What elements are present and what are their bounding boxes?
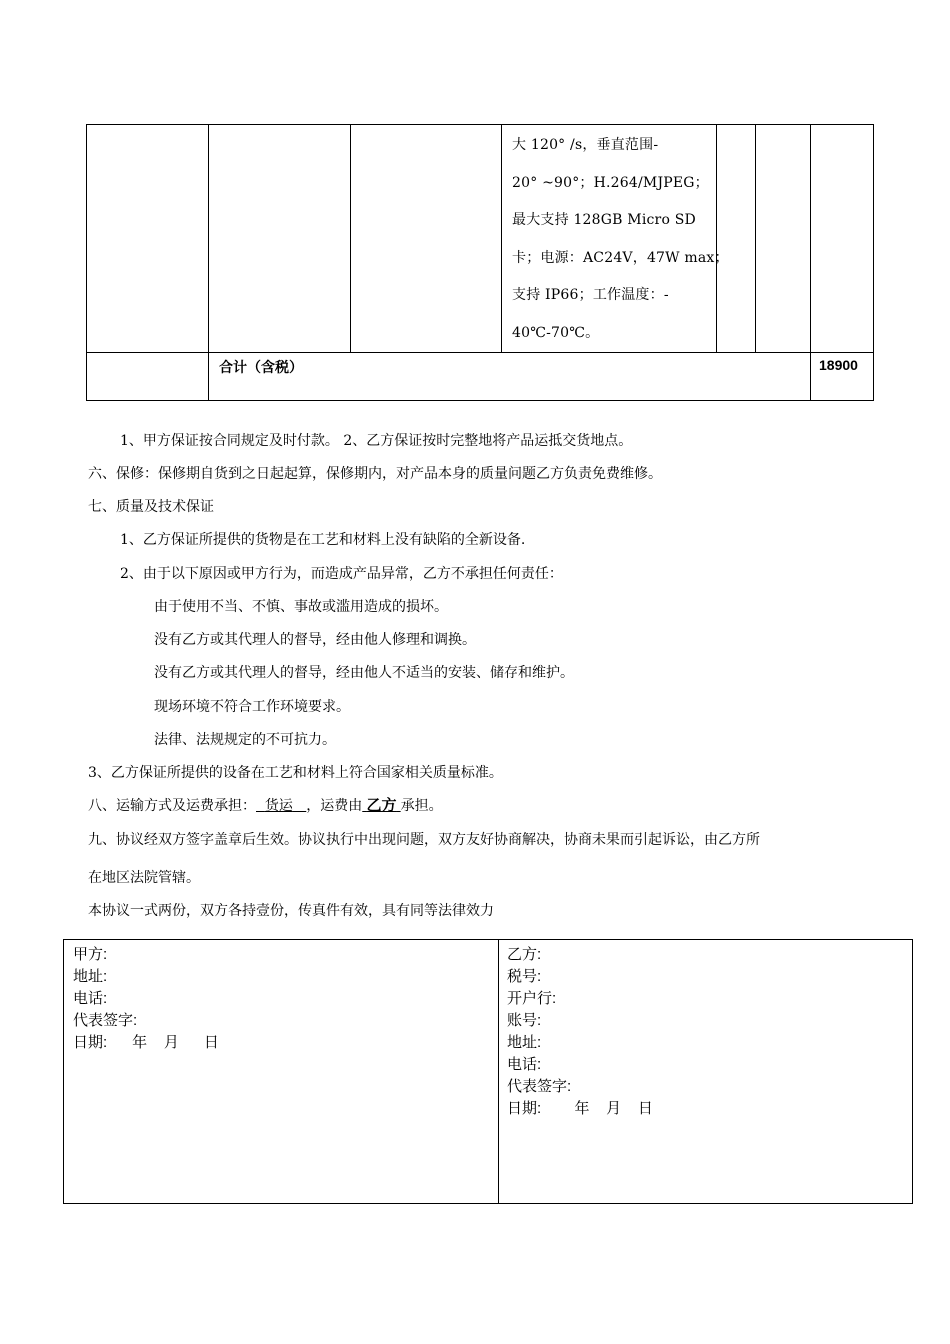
payment-clause: 1、甲方保证按合同规定及时付款。 2、乙方保证按时完整地将产品运抵交货地点。 bbox=[120, 433, 633, 449]
shipping-method-text: 货运 bbox=[264, 798, 293, 814]
warranty-clause: 六、保修：保修期自货到之日起起算，保修期内，对产品本身的质量问题乙方负责免费维修。 bbox=[88, 466, 662, 482]
dispute-line-2: 在地区法院管辖。 bbox=[88, 870, 200, 886]
spec-line: 最大支持 128GB Micro SD bbox=[512, 212, 696, 228]
reason-item: 由于使用不当、不慎、事故或滥用造成的损坏。 bbox=[154, 599, 448, 615]
party-a-block bbox=[73, 944, 219, 1054]
shipping-party bbox=[362, 797, 400, 814]
party-b-date: 日期: 年 月 日 bbox=[507, 1100, 653, 1117]
total-value: 18900 bbox=[811, 353, 874, 401]
table-cell bbox=[209, 125, 351, 353]
party-a-date: 日期: 年 月 日 bbox=[73, 1034, 219, 1051]
table-cell bbox=[87, 125, 209, 353]
party-a-address: 地址: bbox=[73, 968, 108, 985]
shipping-prefix: 八、运输方式及运费承担： bbox=[88, 798, 256, 814]
spec-line: 支持 IP66；工作温度：- bbox=[512, 287, 669, 303]
shipping-clause bbox=[88, 796, 443, 816]
party-b-name: 乙方: bbox=[507, 946, 542, 963]
total-label: 合计（含税） bbox=[209, 353, 811, 401]
party-b-phone: 电话: bbox=[507, 1056, 542, 1073]
table-cell bbox=[87, 353, 209, 401]
shipping-mid: ，运费由 bbox=[306, 798, 363, 814]
party-a-phone: 电话: bbox=[73, 990, 108, 1007]
reason-item: 现场环境不符合工作环境要求。 bbox=[154, 699, 350, 715]
party-b-signature: 代表签字: bbox=[507, 1078, 572, 1095]
party-a-name: 甲方: bbox=[73, 946, 108, 963]
shipping-suffix: 承担。 bbox=[400, 798, 443, 814]
shipping-party-text: 乙方 bbox=[366, 797, 397, 814]
spec-line: 40℃-70℃。 bbox=[512, 324, 600, 341]
reason-item: 没有乙方或其代理人的督导，经由他人修理和调换。 bbox=[154, 632, 476, 648]
table-row bbox=[87, 125, 874, 353]
column-divider bbox=[498, 940, 499, 1203]
signature-table bbox=[63, 939, 913, 1204]
party-a-signature: 代表签字: bbox=[73, 1012, 138, 1029]
shipping-method bbox=[256, 798, 306, 814]
reason-item: 没有乙方或其代理人的督导，经由他人不适当的安装、储存和维护。 bbox=[154, 665, 574, 681]
spec-line: 大 120° /s，垂直范围- bbox=[512, 137, 659, 153]
quality-title: 七、质量及技术保证 bbox=[88, 499, 214, 515]
copies-clause: 本协议一式两份，双方各持壹份，传真件有效，具有同等法律效力 bbox=[88, 903, 494, 919]
spec-line: 20° ~90°；H.264/MJPEG； bbox=[512, 174, 709, 191]
party-b-tax-id: 税号: bbox=[507, 968, 542, 985]
table-cell bbox=[756, 125, 811, 353]
table-cell bbox=[351, 125, 502, 353]
party-b-bank: 开户行: bbox=[507, 990, 557, 1007]
dispute-line-1: 九、协议经双方签字盖章后生效。协议执行中出现问题，双方友好协商解决，协商未果而引起诉讼，由乙方所 bbox=[88, 832, 760, 848]
quality-item-2: 2、由于以下原因或甲方行为，而造成产品异常，乙方不承担任何责任： bbox=[120, 566, 563, 582]
spec-line: 卡；电源：AC24V，47W max； bbox=[512, 249, 729, 266]
party-b-block bbox=[507, 944, 653, 1120]
party-b-account: 账号: bbox=[507, 1012, 542, 1029]
party-b-address: 地址: bbox=[507, 1034, 542, 1051]
quality-item-1: 1、乙方保证所提供的货物是在工艺和材料上没有缺陷的全新设备. bbox=[120, 532, 526, 548]
total-row bbox=[87, 353, 874, 401]
spec-cell bbox=[502, 125, 729, 353]
reason-item: 法律、法规规定的不可抗力。 bbox=[154, 732, 336, 748]
quality-item-3: 3、乙方保证所提供的设备在工艺和材料上符合国家相关质量标准。 bbox=[88, 765, 503, 781]
table-cell bbox=[717, 125, 756, 353]
product-table bbox=[86, 124, 874, 401]
table-cell bbox=[811, 125, 874, 353]
